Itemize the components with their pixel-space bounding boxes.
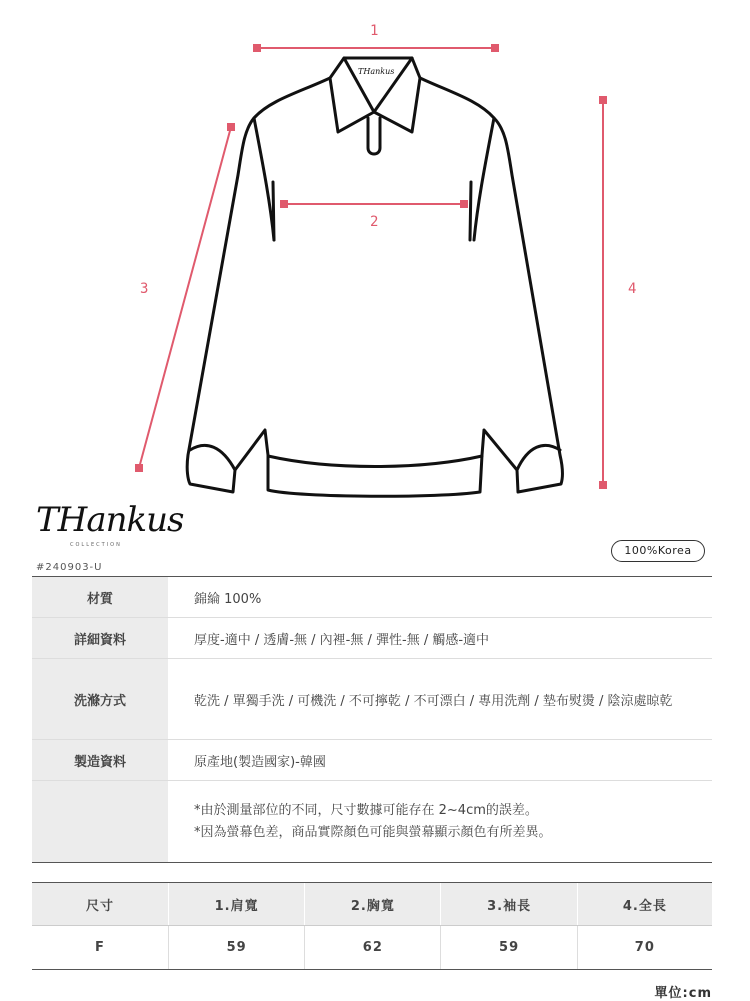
size-table-row	[32, 926, 712, 970]
size-header-cell: 2.胸寬	[305, 883, 441, 926]
note-line: *由於測量部位的不同，尺寸數據可能存在 2~4cm的誤差。	[194, 802, 538, 818]
size-cell: 59	[441, 926, 577, 970]
right-armhole	[474, 118, 494, 240]
left-cuff-line	[190, 445, 235, 470]
size-header-cell: 1.肩寬	[169, 883, 305, 926]
info-label: 材質	[32, 577, 168, 618]
measure-label-2: 2	[370, 214, 379, 230]
size-cell: F	[32, 926, 169, 970]
size-header-cell: 4.全長	[577, 883, 712, 926]
info-row-origin	[32, 740, 712, 781]
size-header-cell: 尺寸	[32, 883, 169, 926]
brand-logo-text: THankus	[36, 500, 184, 540]
info-value: 乾洗 / 單獨手洗 / 可機洗 / 不可擰乾 / 不可漂白 / 專用洗劑 / 墊布熨燙 / 陰涼處晾乾	[168, 659, 712, 740]
info-row-care	[32, 659, 712, 740]
placket	[368, 118, 380, 154]
measure-label-1: 1	[370, 23, 379, 39]
brand-logo	[36, 500, 184, 548]
info-label-empty	[32, 781, 168, 863]
info-notes	[168, 781, 712, 863]
size-cell: 62	[305, 926, 441, 970]
left-side-seam	[273, 182, 274, 240]
brand-logo-sub: COLLECTION	[70, 542, 122, 548]
measure-label-3: 3	[140, 281, 149, 297]
product-info-table	[32, 576, 712, 863]
sweater-body-outline	[187, 78, 562, 496]
info-label: 洗滌方式	[32, 659, 168, 740]
info-row-details	[32, 618, 712, 659]
size-table	[32, 882, 712, 970]
right-side-seam	[470, 182, 471, 240]
left-armhole	[254, 118, 274, 240]
info-label: 製造資料	[32, 740, 168, 781]
note-line: *因為螢幕色差，商品實際顏色可能與螢幕顯示顏色有所差異。	[194, 824, 552, 840]
info-row-material	[32, 577, 712, 618]
info-value: 錦綸 100%	[168, 577, 712, 618]
right-cuff-line	[517, 445, 560, 470]
info-value: 原產地(製造國家)-韓國	[168, 740, 712, 781]
info-row-notes	[32, 781, 712, 863]
size-table-header	[32, 883, 712, 926]
origin-badge: 100%Korea	[611, 540, 705, 562]
product-code: #240903-U	[36, 562, 103, 573]
size-cell: 59	[169, 926, 305, 970]
info-value: 厚度-適中 / 透膚-無 / 內裡-無 / 彈性-無 / 觸感-適中	[168, 618, 712, 659]
hem-band-line	[268, 456, 482, 467]
measure-label-4: 4	[628, 281, 637, 297]
collar-tag-text: THankus	[358, 67, 395, 76]
size-header-cell: 3.袖長	[441, 883, 577, 926]
info-label: 詳細資料	[32, 618, 168, 659]
size-cell: 70	[577, 926, 712, 970]
unit-label: 單位:cm	[654, 986, 712, 1001]
